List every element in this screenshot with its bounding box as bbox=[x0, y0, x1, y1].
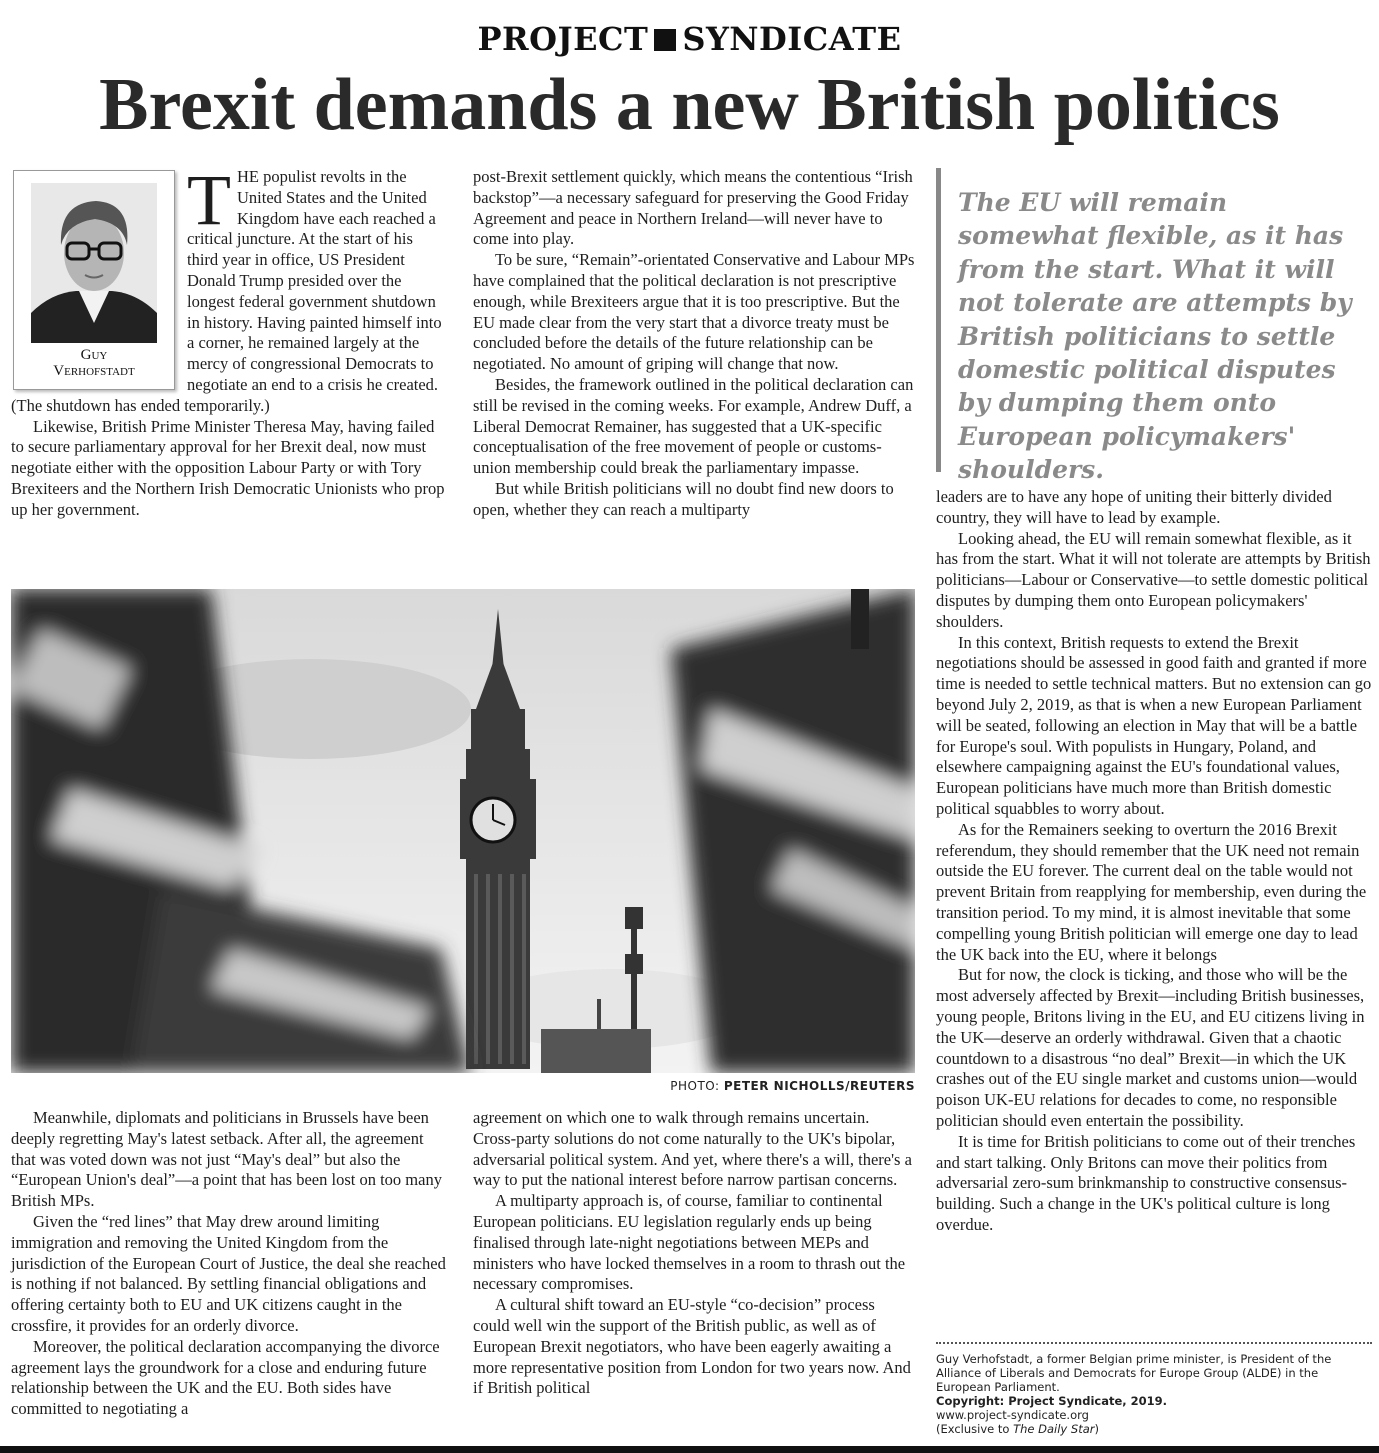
website: www.project-syndicate.org bbox=[936, 1408, 1089, 1422]
lead-paragraph-text: HE populist revolts in the United States and the United Kingdom have each reached a critical juncture. At the start of his third year in office, US President Donald Trump presided over the longest federal government shutdown in history. Having painted himself into a corner, he remained largely at the mercy of congressional Democrats to negotiate an end to a crisis he created. (The shutdown has ended temporarily.) bbox=[11, 167, 442, 415]
exclusive-note bbox=[936, 1422, 1372, 1436]
photo-credit-name: PETER NICHOLLS/REUTERS bbox=[723, 1079, 915, 1093]
masthead bbox=[0, 20, 1379, 58]
column-1-bottom bbox=[11, 1108, 447, 1420]
exclusive-publication: The Daily Star bbox=[1013, 1422, 1095, 1436]
paragraph: As for the Remainers seeking to overturn the 2016 Brexit referendum, they should remember that the UK need not remain outside the EU forever. The current deal on the table would not prevent Britain from reapplying for membership, even during the transition period. To my mind, it is almost inevitable that some compelling young British politician will emerge one day to lead the UK back into the EU, where it belongs bbox=[936, 819, 1367, 964]
photo-credit-prefix: PHOTO: bbox=[670, 1079, 720, 1093]
paragraph: Moreover, the political declaration accompanying the divorce agreement lays the groundwork for a close and enduring future relationship between the UK and the EU. Both sides have committed to negotiating a bbox=[11, 1336, 440, 1419]
main-photo bbox=[11, 589, 915, 1073]
author-portrait-icon bbox=[31, 183, 157, 343]
paragraph: A cultural shift toward an EU-style “co-decision” process could well win the support of the British public, as well as of European Brexit negotiators, who have been eagerly awaiting a more representative position from London for two years now. And if British political bbox=[473, 1295, 911, 1398]
paragraph: A multiparty approach is, of course, familiar to continental European politicians. EU legislation regularly ends up being finalised through late-night negotiations between MEPs and ministers who have locked themselves in a room to thrash out the necessary compromises. bbox=[473, 1191, 906, 1294]
masthead-logo-icon bbox=[654, 29, 676, 51]
masthead-right: SYNDICATE bbox=[682, 20, 902, 58]
paragraph: agreement on which one to walk through remains uncertain. Cross-party solutions do not come naturally to the UK's bipolar, adversarial political system. And yet, where there's a will, there's a way to put the national interest before narrow partisan concerns. bbox=[473, 1108, 912, 1190]
bottom-rule bbox=[0, 1446, 1379, 1453]
author-footnote bbox=[936, 1342, 1372, 1436]
paragraph: To be sure, “Remain”-orientated Conservative and Labour MPs have complained that the political declaration is not prescriptive enough, while Brexiteers argue that it is too prescriptive. But the EU made clear from the very start that a divorce treaty must be concluded before the details of the future relationship can be negotiated. No amount of griping will change that now. bbox=[473, 250, 915, 374]
paragraph: It is time for British politicians to come out of their trenches and start talking. Only Britons can move their politics from adversarial zero-sum brinkmanship to constructive consensus-building. Such a change in the UK's political culture is long overdue. bbox=[936, 1131, 1356, 1234]
author-last-name: Verhofstadt bbox=[53, 363, 135, 379]
author-photo bbox=[31, 183, 157, 343]
author-bio: Guy Verhofstadt, a former Belgian prime minister, is President of the Alliance of Liberals and Democrats for Europe Group (ALDE) in the European Parliament. bbox=[936, 1352, 1332, 1394]
paragraph: Likewise, British Prime Minister Theresa May, having failed to secure parliamentary approval for her Brexit deal, now must negotiate either with the opposition Labour Party or with Tory Brexiteers and the Northern Irish Democratic Unionists who prop up her government. bbox=[11, 416, 445, 519]
paragraph: In this context, British requests to extend the Brexit negotiations should be assessed in good faith and granted if more time is needed to settle technical matters. But no extension can go beyond July 2, 2019, as that is when a new European Parliament will be seated, following an election in May that will be a battle for Europe's soul. With populists in Hungary, Poland, and elsewhere campaigning against the EU's foundational values, European politicians have much more than British domestic political squabbles to worry about. bbox=[936, 632, 1372, 818]
big-ben-photo-icon bbox=[11, 589, 915, 1073]
author-name bbox=[14, 347, 174, 379]
exclusive-prefix: (Exclusive to bbox=[936, 1422, 1010, 1436]
copyright: Copyright: Project Syndicate, 2019. bbox=[936, 1394, 1168, 1408]
exclusive-suffix: ) bbox=[1094, 1422, 1099, 1436]
masthead-left: PROJECT bbox=[477, 20, 649, 58]
paragraph: leaders are to have any hope of uniting their bitterly divided country, they will have to lead by example. bbox=[936, 487, 1332, 527]
column-3 bbox=[936, 487, 1376, 1236]
paragraph: But for now, the clock is ticking, and those who will be the most adversely affected by Brexit—including British businesses, young people, Britons living in the EU, and EU citizens living in the UK—deserve an orderly withdrawal. Given that a chaotic countdown to a disastrous “no deal” Brexit—in which the UK crashes out of the EU single market and customs union—would poison UK-EU relations for decades to come, no responsible politician should even entertain the possibility. bbox=[936, 965, 1365, 1130]
paragraph: Given the “red lines” that May drew around limiting immigration and removing the United Kingdom from the jurisdiction of the European Court of Justice, the deal she reached is nothing if not balanced. By settling financial obligations and offering certainty both to EU and UK citizens caught in the crossfire, it provides for an orderly divorce. bbox=[11, 1211, 446, 1335]
paragraph: post-Brexit settlement quickly, which means the contentious “Irish backstop”—a necessary safeguard for preserving the Good Friday Agreement and peace in Northern Ireland—will never have to come into play. bbox=[473, 167, 913, 249]
author-first-name: Guy bbox=[80, 347, 108, 363]
headline: Brexit demands a new British politics bbox=[99, 64, 1280, 146]
pullquote-bar bbox=[936, 168, 941, 472]
paragraph: Meanwhile, diplomats and politicians in Brussels have been deeply regretting May's latest setback. After all, the agreement that was voted down was not just “May's deal” but also the “European Union's deal”—a point that has been lost on too many British MPs. bbox=[11, 1108, 442, 1211]
photo-credit bbox=[560, 1079, 915, 1093]
column-2-bottom bbox=[473, 1108, 915, 1399]
paragraph: But while British politicians will no doubt find new doors to open, whether they can reach a multiparty bbox=[473, 478, 894, 519]
pullquote: The EU will remain somewhat flexible, as it has from the start. What it will not tolerate are attempts by British politicians to settle domestic political disputes by dumping them onto European policymakers' shoulders. bbox=[958, 188, 1352, 485]
column-2-top bbox=[473, 167, 915, 521]
paragraph: Looking ahead, the EU will remain somewhat flexible, as it has from the start. What it will not tolerate are attempts by British politicians—Labour or Conservative—to settle domestic political disputes by dumping them onto European policymakers' shoulders. bbox=[936, 528, 1371, 631]
author-box bbox=[13, 170, 175, 390]
drop-cap: T bbox=[187, 160, 231, 240]
paragraph: Besides, the framework outlined in the political declaration can still be revised in the coming weeks. For example, Andrew Duff, a Liberal Democrat Remainer, has suggested that a UK-specific conceptualisation of the free movement of people or customs-union membership could break the parliamentary impasse. bbox=[473, 374, 914, 478]
